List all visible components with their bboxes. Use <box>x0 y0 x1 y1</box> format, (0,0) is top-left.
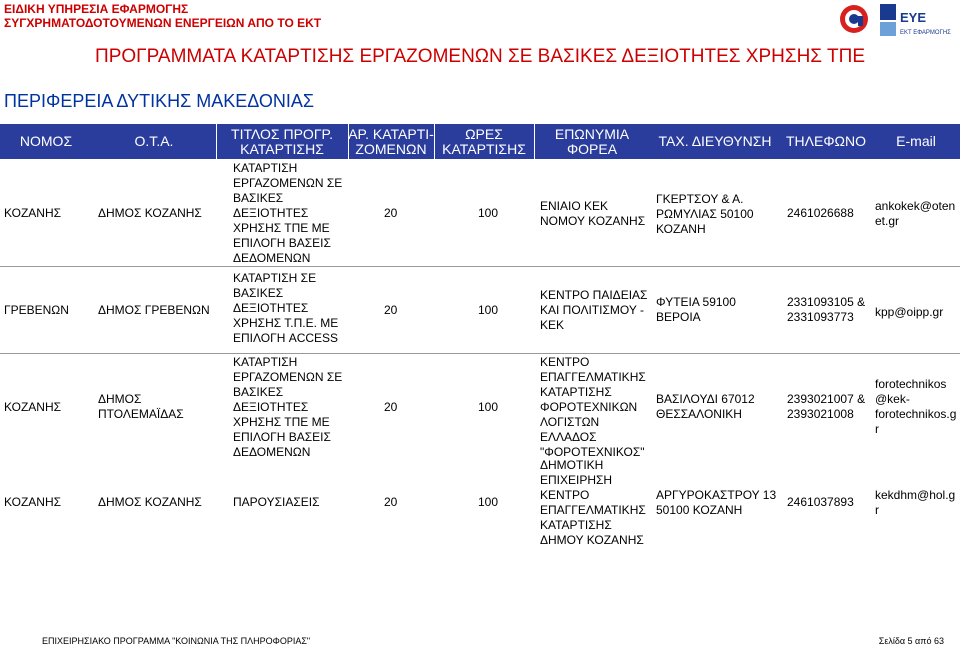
row4-email: kekdhm@hol.g r <box>875 488 956 517</box>
row2-ota: ΔΗΜΟΣ ΓΡΕΒΕΝΩΝ <box>98 303 210 317</box>
row4-arithmos: 20 <box>384 495 398 509</box>
row3-email: forotechnikos @kek- forotechnikos.g r <box>875 377 957 436</box>
row1-tilefono: 2461026688 <box>787 206 854 220</box>
row3-dieuthynsi: ΒΑΣΙΛΟΥΔΙ 67012 ΘΕΣΣΑΛΟΝΙΚΗ <box>656 392 755 421</box>
row4-titlos: ΠΑΡΟΥΣΙΑΣΕΙΣ <box>233 495 320 509</box>
agency-logos <box>838 2 956 40</box>
page-title: ΠΡΟΓΡΑΜΜΑΤΑ ΚΑΤΑΡΤΙΣΗΣ ΕΡΓΑΖΟΜΕΝΩΝ ΣΕ ΒΑΣΙΚΕΣ ΔΕΞΙΟΤΗΤΕΣ ΧΡΗΣΗΣ ΤΠΕ <box>95 46 865 67</box>
at-logo-icon <box>840 5 868 33</box>
row4-ota: ΔΗΜΟΣ ΚΟΖΑΝΗΣ <box>98 495 202 509</box>
eye-logo-text: ΕΥΕ <box>900 10 927 25</box>
row2-arithmos: 20 <box>384 303 398 317</box>
row3-foreas: ΚΕΝΤΡΟ ΕΠΑΓΓΕΛΜΑΤΙΚΗΣ ΚΑΤΑΡΤΙΣΗΣ ΦΟΡΟΤΕΧΝΙΚΩΝ ΛΟΓΙΣΤΩΝ ΕΛΛΑΔΟΣ "ΦΟΡΟΤΕΧΝΙΚΟΣ" <box>540 355 646 459</box>
row3-ores: 100 <box>478 400 499 414</box>
row2-ores: 100 <box>478 303 499 317</box>
header-arithmos: ΑΡ. ΚΑΤΑΡΤΙ- ΖΟΜΕΝΩΝ <box>348 125 434 157</box>
row4-ores: 100 <box>478 495 499 509</box>
row2-dieuthynsi: ΦΥΤΕΙΑ 59100 ΒΕΡΟΙΑ <box>656 295 736 324</box>
row3-nomos: ΚΟΖΑΝΗΣ <box>4 400 62 414</box>
row1-ota: ΔΗΜΟΣ ΚΟΖΑΝΗΣ <box>98 206 202 220</box>
row3-arithmos: 20 <box>384 400 398 414</box>
region-title: ΠΕΡΙΦΕΡΕΙΑ ΔΥΤΙΚΗΣ ΜΑΚΕΔΟΝΙΑΣ <box>4 91 315 111</box>
row1-foreas: ΕΝΙΑΙΟ ΚΕΚ ΝΟΜΟΥ ΚΟΖΑΝΗΣ <box>540 199 646 228</box>
header-tilefono: ΤΗΛΕΦΩΝΟ <box>786 133 866 149</box>
row1-ores: 100 <box>478 206 499 220</box>
row1-dieuthynsi: ΓΚΕΡΤΣΟΥ & Α. ΡΩΜΥΛΙΑΣ 50100 ΚΟΖΑΝΗ <box>656 192 754 236</box>
ekt-logo-icon <box>880 4 896 20</box>
row1-titlos: ΚΑΤΑΡΤΙΣΗ ΕΡΓΑΖΟΜΕΝΩΝ ΣΕ ΒΑΣΙΚΕΣ ΔΕΞΙΟΤΗΤΕΣ ΧΡΗΣΗΣ ΤΠΕ ΜΕ ΕΠΙΛΟΓΗ ΒΑΣΕΙΣ ΔΕΔΟΜΕΝΩΝ <box>233 161 343 265</box>
header-nomos: ΝΟΜΟΣ <box>19 133 73 149</box>
row4-foreas: ΔΗΜΟΤΙΚΗ ΕΠΙΧΕΙΡΗΣΗ ΚΕΝΤΡΟ ΕΠΑΓΓΕΛΜΑΤΙΚΗΣ ΚΑΤΑΡΤΙΣΗΣ ΔΗΜΟΥ ΚΟΖΑΝΗΣ <box>540 458 646 547</box>
row3-tilefono: 2393021007 & 2393021008 <box>787 392 866 421</box>
header-titlos: ΤΙΤΛΟΣ ΠΡΟΓΡ. ΚΑΤΑΡΤΙΣΗΣ <box>231 125 333 157</box>
header-ota: Ο.Τ.Α. <box>134 133 174 149</box>
row2-email: kpp@oipp.gr <box>875 305 944 319</box>
row3-ota: ΔΗΜΟΣ ΠΤΟΛΕΜΑΪΔΑΣ <box>98 392 184 421</box>
footer-program: ΕΠΙΧΕΙΡΗΣΙΑΚΟ ΠΡΟΓΡΑΜΜΑ "ΚΟΙΝΩΝΙΑ ΤΗΣ ΠΛΗΡΟΦΟΡΙΑΣ" <box>42 636 311 646</box>
row1-nomos: ΚΟΖΑΝΗΣ <box>4 206 62 220</box>
eye-logo-subtext: ΕΚΤ ΕΦΑΡΜΟΓΗΣ <box>900 30 951 36</box>
row2-tilefono: 2331093105 & 2331093773 <box>787 295 866 324</box>
row4-nomos: ΚΟΖΑΝΗΣ <box>4 495 62 509</box>
header-email: E-mail <box>896 133 936 149</box>
footer-page-number: Σελίδα 5 από 63 <box>878 636 944 646</box>
row1-email: ankokek@oten et.gr <box>875 199 956 228</box>
table-header-row <box>0 124 960 159</box>
header-dieuthynsi: ΤΑΧ. ΔΙΕΥΘΥΝΣΗ <box>658 133 772 149</box>
row4-dieuthynsi: ΑΡΓΥΡΟΚΑΣΤΡΟΥ 13 50100 ΚΟΖΑΝΗ <box>656 488 777 517</box>
agency-subtitle: ΣΥΓΧΡΗΜΑΤΟΔΟΤΟΥΜΕΝΩΝ ΕΝΕΡΓΕΙΩΝ ΑΠΟ ΤΟ ΕΚΤ <box>4 16 322 30</box>
row2-titlos: ΚΑΤΑΡΤΙΣΗ ΣΕ ΒΑΣΙΚΕΣ ΔΕΞΙΟΤΗΤΕΣ ΧΡΗΣΗΣ Τ.Π.Ε. ΜΕ ΕΠΙΛΟΓΗ ACCESS <box>233 271 339 345</box>
row3-titlos: ΚΑΤΑΡΤΙΣΗ ΕΡΓΑΖΟΜΕΝΩΝ ΣΕ ΒΑΣΙΚΕΣ ΔΕΞΙΟΤΗΤΕΣ ΧΡΗΣΗΣ ΤΠΕ ΜΕ ΕΠΙΛΟΓΗ ΒΑΣΕΙΣ ΔΕΔΟΜΕΝΩΝ <box>233 355 343 459</box>
row2-foreas: ΚΕΝΤΡΟ ΠΑΙΔΕΙΑΣ ΚΑΙ ΠΟΛΙΤΙΣΜΟΥ - ΚΕΚ <box>540 288 648 332</box>
header-foreas: ΕΠΩΝΥΜΙΑ ΦΟΡΕΑ <box>554 125 630 157</box>
row1-arithmos: 20 <box>384 206 398 220</box>
header-ores: ΩΡΕΣ ΚΑΤΑΡΤΙΣΗΣ <box>442 125 526 157</box>
row4-tilefono: 2461037893 <box>787 495 854 509</box>
row2-nomos: ΓΡΕΒΕΝΩΝ <box>4 303 69 317</box>
agency-name: ΕΙΔΙΚΗ ΥΠΗΡΕΣΙΑ ΕΦΑΡΜΟΓΗΣ <box>4 2 189 16</box>
